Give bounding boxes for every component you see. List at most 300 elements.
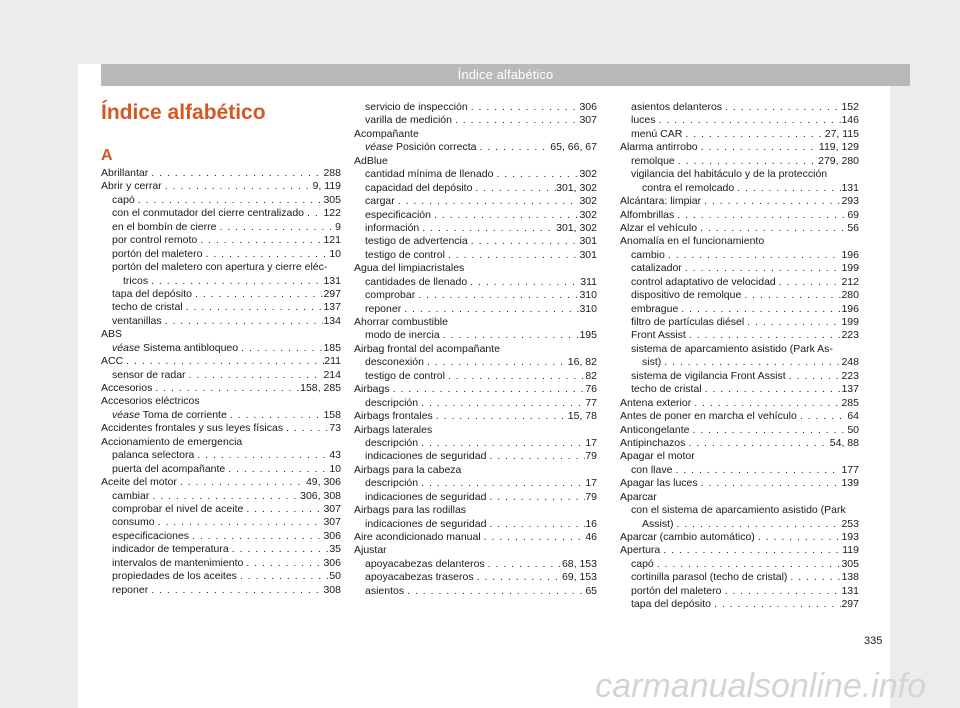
dot-leader (243, 557, 323, 570)
index-subentry (101, 584, 341, 597)
page-ref: 9, 119 (312, 180, 341, 193)
entry-term: Accesorios (101, 382, 153, 394)
entry-term: Agua del limpiacristales (354, 262, 465, 275)
index-subentry (354, 571, 597, 584)
index-subentry (620, 558, 859, 571)
page-ref: 146 (841, 114, 859, 127)
entry-term: Alcántara: limpiar (620, 195, 702, 208)
dot-leader (148, 275, 323, 288)
entry-term: Alarma antirrobo (620, 141, 698, 154)
see-reference: véase (112, 341, 141, 354)
index-subentry (354, 141, 597, 154)
entry-term: información (365, 221, 420, 234)
index-subentry (354, 249, 597, 262)
entry-term: embrague (631, 302, 679, 315)
dot-leader (149, 490, 300, 503)
index-subentry (354, 101, 597, 114)
dot-leader (672, 464, 841, 477)
index-subentry (101, 530, 341, 543)
dot-leader (194, 449, 329, 462)
dot-leader (689, 424, 847, 437)
page-ref: 223 (841, 329, 859, 342)
watermark-text: carmanualsonline.info (595, 667, 926, 705)
index-subentry (101, 557, 341, 570)
index-subentry (620, 182, 859, 195)
entry-term: Ahorrar combustible (354, 316, 448, 328)
index-entry (620, 209, 859, 222)
page-ref: 131 (841, 584, 859, 597)
index-subentry (620, 155, 859, 168)
entry-term (365, 141, 477, 154)
index-subentry (620, 518, 859, 531)
page-ref: 15, 78 (567, 410, 597, 423)
dot-leader (418, 397, 585, 410)
dot-leader (186, 369, 324, 382)
page-ref: 279, 280 (818, 154, 859, 167)
index-column-3 (620, 101, 859, 612)
dot-leader (452, 114, 580, 127)
dot-leader (415, 289, 579, 302)
page-ref: 65, 66, 67 (550, 141, 597, 154)
page-ref: 73 (329, 422, 341, 435)
entry-term: en el bombín de cierre (112, 220, 217, 233)
page-ref: 16, 82 (567, 356, 597, 369)
entry-term: testigo de control (365, 369, 445, 382)
index-entry (354, 424, 597, 437)
dot-leader (685, 437, 829, 450)
entry-term: Antipinchazos (620, 436, 686, 449)
page-ref: 64 (847, 410, 859, 423)
page-ref: 69, 153 (561, 571, 597, 584)
entry-term: consumo (112, 516, 155, 529)
page-ref: 137 (841, 383, 859, 396)
index-subentry (354, 289, 597, 302)
entry-term: tapa del depósito (631, 598, 711, 611)
entry-term: indicaciones de seguridad (365, 490, 487, 503)
index-entry (354, 544, 597, 557)
dot-leader (468, 235, 580, 248)
entry-term: Assist) (642, 517, 674, 530)
dot-leader (162, 180, 313, 193)
page-ref: 196 (841, 248, 859, 261)
page-ref: 43 (329, 449, 341, 462)
entry-term: Anticongelante (620, 423, 690, 436)
page-ref: 301 (579, 248, 597, 261)
entry-term: palanca selectora (112, 449, 195, 462)
page-ref: 158 (323, 408, 341, 421)
index-entry (354, 504, 597, 517)
dot-leader (155, 516, 324, 529)
index-subentry (620, 303, 859, 316)
dot-leader (674, 209, 847, 222)
index-subentry (354, 437, 597, 450)
dot-leader (486, 450, 585, 463)
page-ref: 139 (841, 477, 859, 490)
page-ref: 301, 302 (556, 181, 597, 194)
page-ref: 121 (323, 234, 341, 247)
index-entry (354, 155, 597, 168)
page-ref: 137 (323, 301, 341, 314)
index-subentry (620, 571, 859, 584)
entry-term: portón del maletero con apertura y cierre eléc- (112, 261, 328, 274)
entry-term: intervalos de mantenimiento (112, 556, 244, 569)
entry-term: apoyacabezas delanteros (365, 557, 485, 570)
index-subentry (101, 207, 341, 220)
entry-term: Airbags (354, 383, 390, 396)
index-subentry (620, 383, 859, 396)
dot-leader (698, 141, 819, 154)
dot-leader (486, 518, 585, 531)
dot-leader (418, 477, 585, 490)
page-ref: 285 (841, 396, 859, 409)
page-ref: 311 (580, 275, 597, 288)
dot-leader (786, 370, 842, 383)
dot-leader (691, 397, 841, 410)
page-ref: 302 (579, 208, 597, 221)
entry-term: tapa del depósito (112, 287, 192, 300)
page-ref: 10 (329, 462, 341, 475)
dot-leader (474, 571, 562, 584)
entry-term: Antena exterior (620, 396, 692, 409)
page-ref: 307 (323, 516, 341, 529)
dot-leader (202, 248, 329, 261)
index-subentry (620, 585, 859, 598)
page-ref: 199 (841, 262, 859, 275)
entry-term: sistema de aparcamiento asistido (Park As- (631, 342, 833, 355)
page-ref: 223 (841, 369, 859, 382)
dot-leader (472, 182, 556, 195)
index-subentry (354, 235, 597, 248)
index-subentry (620, 262, 859, 275)
dot-leader (741, 289, 841, 302)
page-ref: 68, 153 (561, 557, 597, 570)
entry-term: reponer (112, 583, 149, 596)
index-entry (101, 382, 341, 395)
entry-term: cantidad mínima de llenado (365, 168, 494, 181)
dot-leader (192, 288, 323, 301)
index-subentry (101, 516, 341, 529)
index-entry (354, 128, 597, 141)
dot-leader (711, 598, 841, 611)
page-ref: 306 (323, 529, 341, 542)
entry-term-text: Sistema antibloqueo (142, 341, 239, 354)
entry-term: Accionamiento de emergencia (101, 435, 243, 448)
index-entry (620, 397, 859, 410)
entry-term-text: Posición correcta (395, 141, 477, 154)
entry-term: Anomalía en el funcionamiento (620, 235, 765, 248)
page-ref: 17 (585, 436, 597, 449)
entry-term: Acompañante (354, 127, 419, 140)
index-entry (354, 464, 597, 477)
entry-term: Abrir y cerrar (101, 180, 162, 193)
entry-term: Apagar el motor (620, 450, 695, 463)
entry-term: apoyacabezas traseros (365, 571, 474, 584)
page-ref: 158, 285 (300, 382, 341, 394)
entry-term: por control remoto (112, 234, 198, 247)
index-subentry (354, 329, 597, 342)
index-subentry (101, 248, 341, 261)
entry-term: Airbags para las rodillas (354, 504, 467, 517)
entry-term: ABS (101, 328, 123, 341)
index-entry (620, 450, 859, 463)
page-ref: 9 (335, 220, 341, 233)
entry-term: ventanillas (112, 314, 162, 327)
dot-leader (390, 383, 586, 396)
dot-leader (304, 207, 323, 220)
index-subentry (620, 101, 859, 114)
page-ref: 280 (841, 289, 859, 302)
page-ref: 211 (324, 355, 341, 368)
page-ref: 82 (585, 369, 597, 382)
page-ref: 301, 302 (556, 221, 597, 234)
page-ref: 185 (323, 341, 341, 354)
entry-term: capó (112, 193, 135, 206)
page-ref: 196 (841, 302, 859, 315)
index-entry (620, 491, 859, 504)
dot-leader (243, 503, 323, 516)
dot-leader (162, 315, 324, 328)
header-title: Índice alfabético (457, 67, 554, 82)
dot-leader (656, 114, 842, 127)
index-subentry (620, 289, 859, 302)
entry-term: con llave (631, 463, 673, 476)
see-reference: véase (112, 408, 141, 421)
index-subentry (620, 504, 859, 517)
index-subentry (101, 409, 341, 422)
entry-term: indicaciones de seguridad (365, 450, 487, 463)
dot-leader (197, 234, 323, 247)
index-subentry (354, 491, 597, 504)
index-entry (354, 531, 597, 544)
index-entry (620, 531, 859, 544)
index-entry (101, 395, 341, 408)
index-subentry (354, 397, 597, 410)
page-ref: 35 (329, 543, 341, 556)
entry-term: techo de cristal (631, 383, 702, 396)
page-ref: 306 (323, 556, 341, 569)
index-subentry (354, 114, 597, 127)
index-entry (620, 437, 859, 450)
entry-term: cargar (365, 195, 395, 208)
index-subentry (354, 195, 597, 208)
page-title: Índice alfabético (101, 101, 266, 124)
page-ref: 308 (323, 583, 341, 596)
index-subentry (354, 370, 597, 383)
entry-term: cortinilla parasol (techo de cristal) (631, 571, 788, 584)
entry-term: comprobar (365, 289, 416, 302)
entry-term: servicio de inspección (365, 101, 468, 113)
index-subentry (354, 450, 597, 463)
index-subentry (620, 464, 859, 477)
entry-term: Apertura (620, 544, 661, 557)
page-ref: 301 (579, 235, 597, 248)
entry-term-text: Toma de corriente (142, 408, 227, 421)
index-entry (101, 167, 341, 180)
index-entry (620, 424, 859, 437)
index-entry (354, 410, 597, 423)
dot-leader (395, 195, 580, 208)
index-entry (620, 410, 859, 423)
page-ref: 306 (579, 101, 597, 113)
entry-term: tricos (123, 274, 149, 287)
entry-term: indicador de temperatura (112, 543, 229, 556)
entry-term: con el conmutador del cierre centralizado (112, 207, 305, 220)
entry-term: AdBlue (354, 154, 388, 167)
entry-term: Apagar las luces (620, 477, 698, 490)
page-ref: 214 (323, 368, 341, 381)
dot-leader (401, 303, 579, 316)
entry-term (112, 342, 238, 355)
entry-term: Airbags frontales (354, 410, 433, 423)
page-ref: 16 (585, 517, 597, 530)
index-entry (101, 355, 341, 368)
dot-leader (744, 316, 841, 329)
entry-term: Airbag frontal del acompañante (354, 342, 500, 355)
dot-leader (477, 141, 551, 154)
entry-term: sist) (642, 356, 662, 369)
page-ref: 305 (323, 193, 341, 206)
entry-term: descripción (365, 436, 419, 449)
entry-term: dispositivo de remolque (631, 289, 742, 302)
dot-leader (678, 303, 841, 316)
index-subentry (101, 275, 341, 288)
entry-term: Ajustar (354, 544, 387, 557)
page-ref: 293 (841, 195, 859, 208)
page-ref: 305 (841, 557, 859, 570)
index-entry (101, 476, 341, 489)
entry-term: cambiar (112, 489, 150, 502)
dot-leader (661, 356, 841, 369)
page-ref: 69 (847, 208, 859, 221)
dot-leader (721, 585, 841, 598)
entry-term: cambio (631, 248, 665, 261)
index-subentry (620, 114, 859, 127)
dot-leader (675, 155, 818, 168)
dot-leader (734, 182, 841, 195)
entry-term: varilla de medición (365, 114, 452, 127)
entry-term: portón del maletero (631, 584, 722, 597)
entry-term: desconexión (365, 356, 424, 369)
index-entry (620, 544, 859, 557)
index-entry (101, 436, 341, 449)
index-entry (354, 383, 597, 396)
page-ref: 138 (841, 571, 859, 584)
entry-term: reponer (365, 302, 402, 315)
page-ref: 297 (841, 598, 859, 611)
entry-term: Aparcar (620, 490, 657, 503)
index-entry (620, 222, 859, 235)
page-ref: 131 (323, 274, 341, 287)
entry-term: contra el remolcado (642, 181, 735, 194)
dot-leader (698, 477, 842, 490)
entry-term: Front Assist (631, 329, 686, 342)
page-ref: 288 (323, 167, 341, 179)
index-subentry (101, 369, 341, 382)
index-entry (620, 477, 859, 490)
page-ref: 248 (841, 356, 859, 369)
index-subentry (101, 221, 341, 234)
entry-term: vigilancia del habitáculo y de la protección (631, 168, 828, 181)
index-entry (620, 195, 859, 208)
dot-leader (189, 530, 323, 543)
dot-leader (654, 558, 842, 571)
dot-leader (440, 329, 580, 342)
index-subentry (354, 222, 597, 235)
index-subentry (354, 276, 597, 289)
entry-term: Aceite del motor (101, 476, 177, 489)
dot-leader (702, 383, 842, 396)
entry-term: Alzar el vehículo (620, 221, 698, 234)
entry-term (112, 409, 227, 422)
page-ref: 49, 306 (305, 476, 341, 489)
dot-leader (682, 128, 824, 141)
page-ref: 10 (329, 247, 341, 260)
entry-term: testigo de advertencia (365, 235, 468, 248)
entry-term: catalizador (631, 262, 682, 275)
entry-term: descripción (365, 396, 419, 409)
dot-leader (419, 222, 556, 235)
index-subentry (101, 342, 341, 355)
index-subentry (101, 288, 341, 301)
index-subentry (101, 234, 341, 247)
index-subentry (620, 276, 859, 289)
dot-leader (682, 262, 842, 275)
index-entry (354, 316, 597, 329)
dot-leader (225, 463, 329, 476)
page-ref: 306, 308 (300, 489, 341, 502)
index-entry (620, 235, 859, 248)
dot-leader (177, 476, 306, 489)
dot-leader (404, 585, 585, 598)
page-ref: 195 (579, 329, 597, 342)
dot-leader (238, 342, 323, 355)
dot-leader (776, 276, 842, 289)
dot-leader (148, 584, 323, 597)
index-subentry (354, 356, 597, 369)
entry-term: capó (631, 557, 654, 570)
dot-leader (787, 571, 841, 584)
dot-leader (445, 370, 585, 383)
dot-leader (152, 382, 300, 395)
entry-term: propiedades de los aceites (112, 570, 237, 583)
page-ref: 177 (841, 463, 859, 476)
entry-term: portón del maletero (112, 247, 203, 260)
page-ref: 119, 129 (818, 141, 859, 154)
index-entry (354, 262, 597, 275)
index-entry (101, 328, 341, 341)
entry-term: especificaciones (112, 529, 190, 542)
dot-leader (467, 276, 580, 289)
entry-term: comprobar el nivel de aceite (112, 502, 244, 515)
entry-term: sensor de radar (112, 368, 186, 381)
page-ref: 310 (579, 302, 597, 315)
dot-leader (418, 437, 585, 450)
dot-leader (755, 531, 842, 544)
entry-term: control adaptativo de velocidad (631, 275, 776, 288)
page-ref: 310 (579, 289, 597, 302)
entry-term: Aparcar (cambio automático) (620, 531, 755, 543)
dot-leader (135, 194, 324, 207)
page-ref: 65 (585, 584, 597, 597)
page-ref: 193 (841, 531, 859, 543)
entry-term: testigo de control (365, 248, 445, 261)
index-subentry (620, 249, 859, 262)
entry-term: Airbags laterales (354, 423, 433, 436)
page-ref: 152 (841, 101, 859, 113)
entry-term: especificación (365, 208, 431, 221)
index-column-2 (354, 101, 597, 598)
index-subentry (101, 261, 341, 274)
